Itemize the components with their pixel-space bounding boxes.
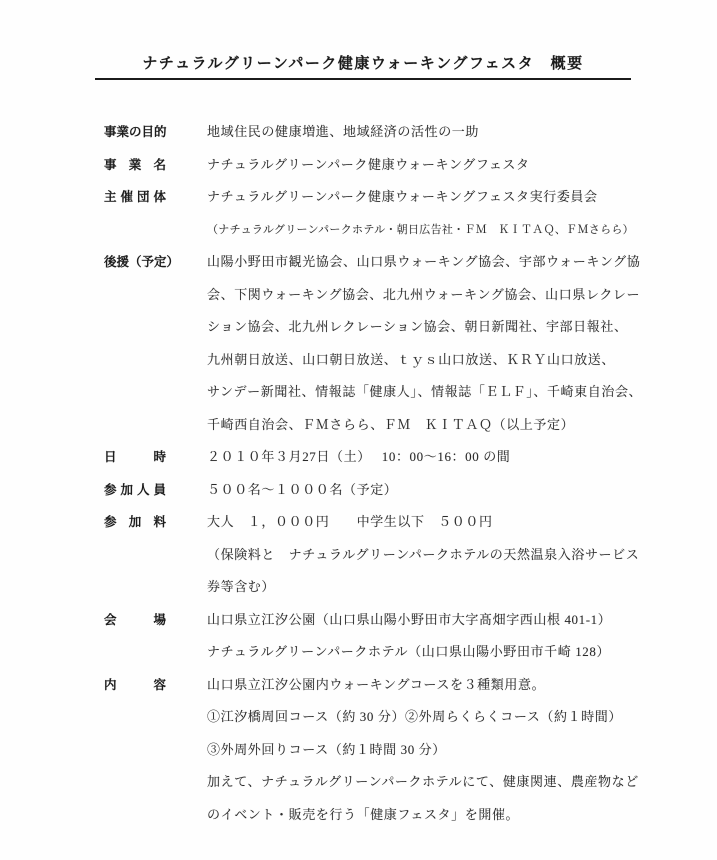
content-line: 山口県立江汐公園内ウォーキングコースを３種類用意。 (207, 676, 546, 692)
row-label: 後援（予定） (104, 255, 180, 269)
content-line: ２０１０年３月27日（土） 10：00～16：00 の間 (207, 449, 511, 464)
content-line: （ナチュラルグリーンパークホテル・朝日広告社・ＦＭ ＫＩＴＡＱ、ＦＭさらら） (207, 223, 634, 236)
content-line: 山陽小野田市観光協会、山口県ウォーキング協会、宇部ウォーキング協 (207, 254, 641, 269)
document-title-underline (95, 52, 631, 80)
content-line: のイベント・販売を行う「健康フェスタ」を開催。 (207, 806, 520, 822)
content-line: 九州朝日放送、山口朝日放送、ｔｙｓ山口放送、ＫＲＹ山口放送、 (207, 351, 616, 367)
row-lines (207, 116, 674, 149)
row-lines (207, 246, 674, 441)
row-label: 主催団体 (104, 190, 166, 204)
document-row (104, 116, 674, 149)
document-row (104, 441, 674, 474)
content-line: 会、下関ウォーキング協会、北九州ウォーキング協会、山口県レクレー (207, 286, 641, 302)
row-lines (207, 604, 674, 669)
row-label: 会場 (104, 612, 166, 627)
content-line: ナチュラルグリーンパーク健康ウォーキングフェスタ (207, 156, 530, 172)
content-line: 千崎西自治会、ＦＭさらら、ＦＭ ＫＩＴＡＱ（以上予定） (207, 416, 575, 432)
content-line: サンデー新聞社、情報誌「健康人」、情報誌「ＥＬＦ」、千崎東自治会、 (207, 384, 643, 399)
content-line: ナチュラルグリーンパークホテル（山口県山陽小野田市千崎 128） (207, 644, 611, 659)
document-row (104, 669, 674, 832)
row-lines (207, 181, 674, 246)
document-row (104, 474, 674, 507)
row-label: 参加人員 (104, 482, 166, 497)
content-line: ①江汐橋周回コース（約 30 分）②外周らくらくコース（約１時間） (207, 709, 623, 724)
content-line: 券等含む） (207, 579, 276, 594)
document-row (104, 604, 674, 669)
row-label: 参加料 (104, 515, 166, 529)
content-line: ５００名～１０００名（予定） (207, 481, 398, 497)
document-title: ナチュラルグリーンパーク健康ウォーキングフェスタ 概要 (142, 55, 584, 72)
content-line: ション協会、北九州レクレーション協会、朝日新聞社、宇部日報社、 (207, 319, 628, 334)
content-line: （保険料と ナチュラルグリーンパークホテルの天然温泉入浴サービス (207, 546, 640, 562)
document-rows (104, 116, 674, 831)
content-line: 加えて、ナチュラルグリーンパークホテルにて、健康関連、農産物など (207, 774, 639, 789)
content-line: ③外周外回りコース（約１時間 30 分） (207, 741, 446, 757)
row-label: 内容 (104, 677, 166, 692)
content-line: 山口県立江汐公園（山口県山陽小野田市大字髙畑字西山根 401-1） (207, 611, 612, 627)
row-lines (207, 149, 674, 182)
document-row (104, 181, 674, 246)
content-line: 大人 １，０００円 中学生以下 ５００円 (207, 514, 493, 529)
row-lines (207, 441, 674, 474)
document-row (104, 149, 674, 182)
document-row (104, 506, 674, 604)
row-lines (207, 474, 674, 507)
row-label: 日時 (104, 450, 166, 464)
row-label: 事業名 (104, 157, 166, 172)
row-label: 事業の目的 (104, 125, 167, 139)
content-line: 地域住民の健康増進、地域経済の活性の一助 (207, 124, 480, 139)
document-row (104, 246, 674, 441)
row-lines (207, 506, 674, 604)
row-lines (207, 669, 674, 832)
content-line: ナチュラルグリーンパーク健康ウォーキングフェスタ実行委員会 (207, 189, 598, 204)
